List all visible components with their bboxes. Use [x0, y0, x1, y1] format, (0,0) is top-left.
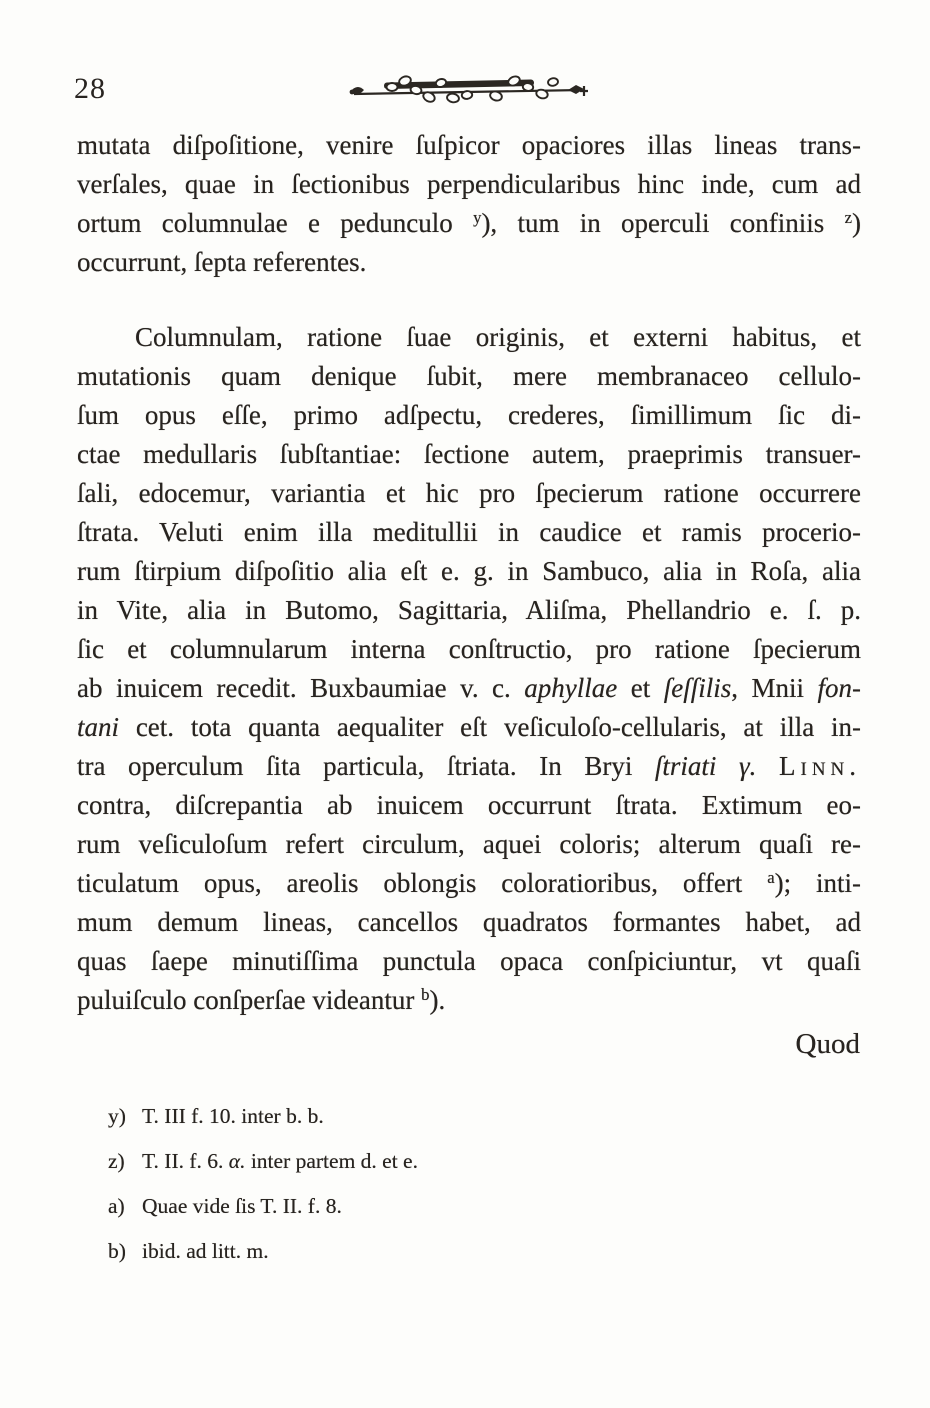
text-segment: rum ſtirpium diſpoſitio alia eſt e. g. in Sambuco, alia in Roſa, alia [77, 556, 861, 586]
footnote-marker: z) [108, 1149, 125, 1173]
text-segment: ) [852, 208, 862, 238]
footnote-marker: a) [108, 1194, 125, 1218]
text-line [77, 204, 861, 243]
text-line [77, 165, 861, 204]
text-line [77, 243, 861, 282]
text-line [77, 474, 861, 513]
text-line [77, 630, 861, 669]
text-line [77, 942, 861, 981]
text-segment: ortum columnulae e pedunculo [77, 208, 474, 238]
text-segment: ſeſſilis [663, 673, 732, 703]
text-segment: verſales, quae in ſectionibus perpendicularibus hinc inde, cum ad [77, 169, 861, 199]
text-segment: ſtrata. Veluti enim illa meditullii in caudice et ramis procerio- [77, 517, 861, 547]
footnote-item [108, 1184, 808, 1229]
text-line [77, 435, 861, 474]
text-segment: mum demum lineas, cancellos quadratos formantes habet, ad [77, 907, 861, 937]
text-segment: mutata diſpoſitione, venire ſuſpicor opaciores illas lineas trans- [77, 130, 861, 160]
footnote-item [108, 1139, 808, 1184]
text-segment: ); inti- [774, 868, 861, 898]
text-line [77, 318, 861, 357]
text-line [77, 708, 861, 747]
text-segment: ticulatum opus, areolis oblongis coloratioribus, offert [77, 868, 768, 898]
text-segment: tani [77, 712, 120, 742]
footnotes-section [108, 1094, 808, 1274]
footnote-marker: y) [108, 1104, 126, 1128]
paragraph [77, 126, 861, 282]
text-segment: tra operculum ſita particula, ſtriata. In Bryi [77, 751, 655, 781]
text-segment: inter partem d. et e. [245, 1149, 418, 1173]
text-line [77, 903, 861, 942]
text-segment: ſtriati γ. [654, 751, 757, 781]
text-segment: contra, diſcrepantia ab inuicem occurrunt ſtrata. Extimum eo- [77, 790, 861, 820]
text-line [77, 396, 861, 435]
footnote-reference: a [767, 868, 775, 887]
catchword: Quod [795, 1028, 860, 1060]
text-segment: rum veſiculoſum refert circulum, aquei coloris; alterum quaſi re- [77, 829, 861, 859]
text-line [77, 126, 861, 165]
text-segment: , Mnii [731, 673, 818, 703]
text-segment: fon- [817, 673, 861, 703]
text-line [77, 513, 861, 552]
text-segment: ab inuicem recedit. Buxbaumiae v. c. [77, 673, 525, 703]
text-segment: quas ſaepe minutiſſima punctula opaca conſpiciuntur, vt quaſi [77, 946, 861, 976]
text-segment: mutationis quam denique ſubit, mere membranaceo cellulo- [77, 361, 861, 391]
text-segment: ), tum in operculi confiniis [481, 208, 845, 238]
text-segment: in Vite, alia in Butomo, Sagittaria, Aliſma, Phellandrio e. ſ. p. [77, 595, 861, 625]
footnote-item [108, 1229, 808, 1274]
text-segment: ſic et columnularum interna conſtructio, pro ratione ſpecierum [77, 634, 861, 664]
text-segment: Quae vide ſis T. II. f. 8. [142, 1194, 342, 1218]
footnote-reference: b [421, 985, 430, 1004]
text-segment: cet. tota quanta aequaliter eſt veſiculoſo-cellularis, at illa in- [119, 712, 861, 742]
text-segment: ſali, edocemur, variantia et hic pro ſpecierum ratione occurrere [77, 478, 861, 508]
text-line [77, 864, 861, 903]
text-line [77, 981, 861, 1020]
footnote-reference: y [473, 208, 482, 227]
footnote-reference: z [844, 208, 853, 227]
text-segment: α. [228, 1149, 246, 1173]
footnote-marker: b) [108, 1239, 126, 1263]
text-line [77, 786, 861, 825]
text-line [77, 747, 861, 786]
paragraph [77, 318, 861, 1020]
text-line [77, 825, 861, 864]
text-line [77, 591, 861, 630]
text-segment: Linn. [779, 751, 862, 781]
floral-divider-ornament-icon [348, 70, 588, 112]
page-number: 28 [74, 72, 106, 105]
text-segment: occurrunt, ſepta referentes. [77, 247, 367, 277]
text-segment: Columnulam, ratione ſuae originis, et externi habitus, et [135, 322, 861, 352]
text-line [77, 552, 861, 591]
text-segment: ibid. ad litt. m. [142, 1239, 269, 1263]
text-segment: et [617, 673, 664, 703]
footnote-item [108, 1094, 808, 1139]
text-segment: T. II. f. 6. [142, 1149, 229, 1173]
text-segment: ctae medullaris ſubſtantiae: ſectione autem, praeprimis transuer- [77, 439, 861, 469]
text-segment: T. III f. 10. inter b. b. [142, 1104, 324, 1128]
text-line [77, 669, 861, 708]
text-segment: ). [429, 985, 446, 1015]
text-segment: ſum opus eſſe, primo adſpectu, crederes, ſimillimum ſic di- [77, 400, 861, 430]
text-segment: aphyllae [524, 673, 618, 703]
text-line [77, 357, 861, 396]
text-segment [756, 751, 779, 781]
text-segment: puluiſculo conſperſae videantur [77, 985, 422, 1015]
